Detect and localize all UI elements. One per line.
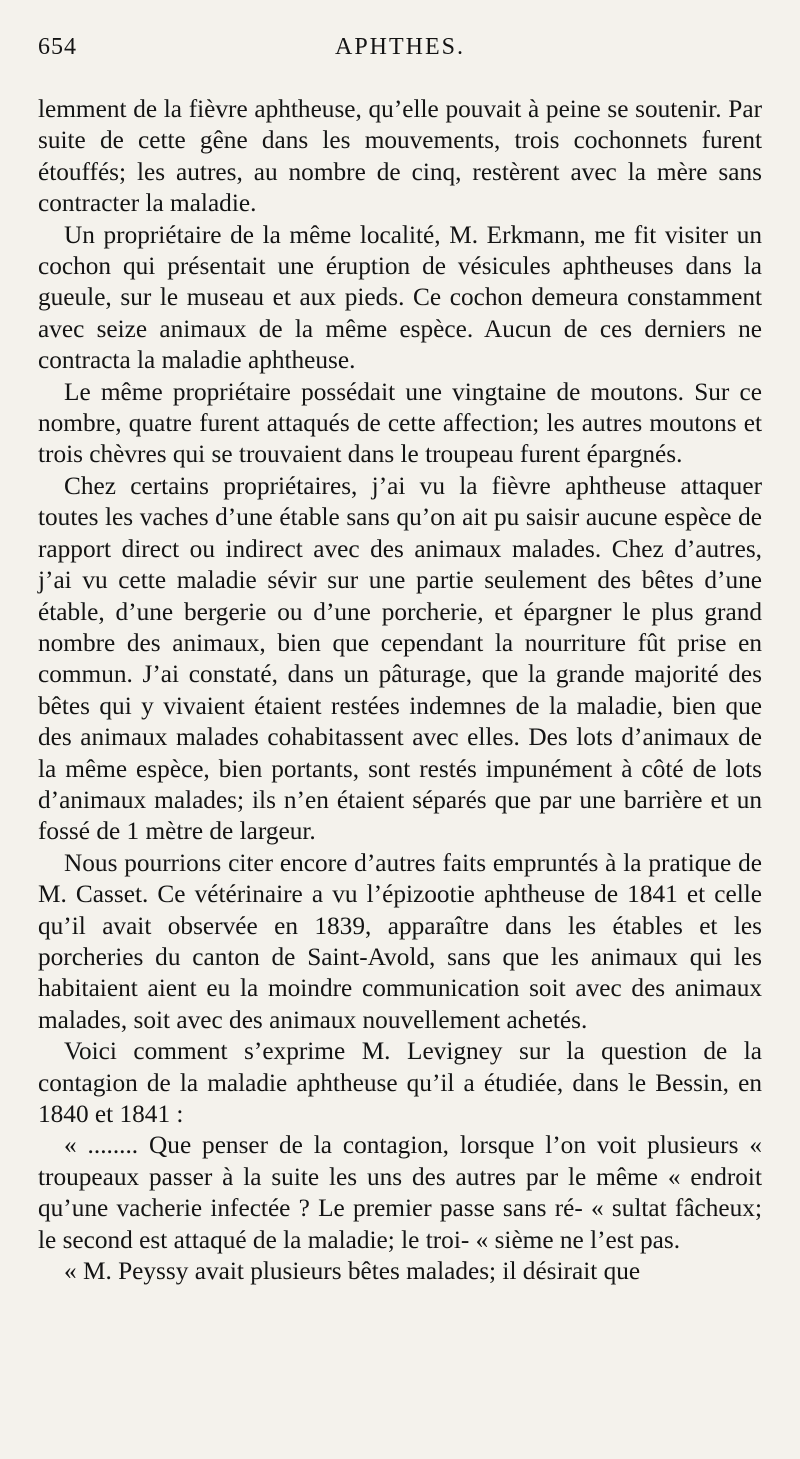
paragraph: Le même propriétaire possédait une vingtaine de moutons. Sur ce nombre, quatre furent attaqués de cette affection; les autres moutons et trois chèvres qui se trouvaient dans le troupeau furent épargnés.: [38, 377, 762, 469]
quotation-paragraph: « ........ Que penser de la contagion, lorsque l’on voit plusieurs « troupeaux passer à la suite les uns des autres par le même « endroit qu’une vacherie infectée ? Le premier passe sans ré- « sultat fâcheux; le second est attaqué de la maladie; le troi- « sième ne l’est pas.: [38, 1131, 762, 1254]
quotation-paragraph: « M. Peyssy avait plusieurs bêtes malades; il désirait que: [64, 1257, 641, 1286]
paragraph-continuation: lemment de la fièvre aphtheuse, qu’elle pouvait à peine se soutenir. Par suite de cette gêne dans les mouvements, trois cochonnets furent étouffés; les autres, au nombre de cinq, restèrent avec la mère sans contracter la maladie.: [38, 95, 762, 218]
paragraph: Nous pourrions citer encore d’autres faits empruntés à la pratique de M. Casset. Ce vétérinaire a vu l’épizootie aphtheuse de 1841 et celle qu’il avait observée en 1839, apparaître dans les étables et les porcheries du canton de Saint-Avold, sans que les animaux qui les habitaient aient eu la moindre communication soit avec des animaux malades, soit avec des animaux nouvellement achetés.: [38, 848, 762, 1034]
paragraph: Chez certains propriétaires, j’ai vu la fièvre aphtheuse attaquer toutes les vaches d’une étable sans qu’on ait pu saisir aucune espèce de rapport direct ou indirect avec des animaux malades. Chez d’autres, j’ai vu cette maladie sévir sur une partie seulement des bêtes d’une étable, d’une bergerie ou d’une porcherie, et épargner le plus grand nombre des animaux, bien que cependant la nourriture fût prise en commun. J’ai constaté, dans un pâturage, que la grande majorité des bêtes qui y vivaient étaient restées indemnes de la maladie, bien que des animaux malades cohabitassent avec elles. Des lots d’animaux de la même espèce, bien portants, sont restés impunément à côté de lots d’animaux malades; ils n’en étaient séparés que par une barrière et un fossé de 1 mètre de largeur.: [38, 471, 762, 846]
paragraph: Un propriétaire de la même localité, M. Erkmann, me fit visiter un cochon qui présentait une éruption de vésicules aphtheuses dans la gueule, sur le museau et aux pieds. Ce cochon demeura constamment avec seize animaux de la même espèce. Aucun de ces derniers ne contracta la maladie aphtheuse.: [38, 220, 762, 375]
running-head: [38, 26, 762, 66]
body-text: [38, 94, 762, 1287]
page-number: 654: [38, 34, 77, 60]
paragraph: Voici comment s’exprime M. Levigney sur la question de la contagion de la maladie aphtheuse qu’il a étudiée, dans le Bessin, en 1840 et 1841 :: [38, 1037, 762, 1128]
section-title: APHTHES.: [334, 34, 465, 60]
